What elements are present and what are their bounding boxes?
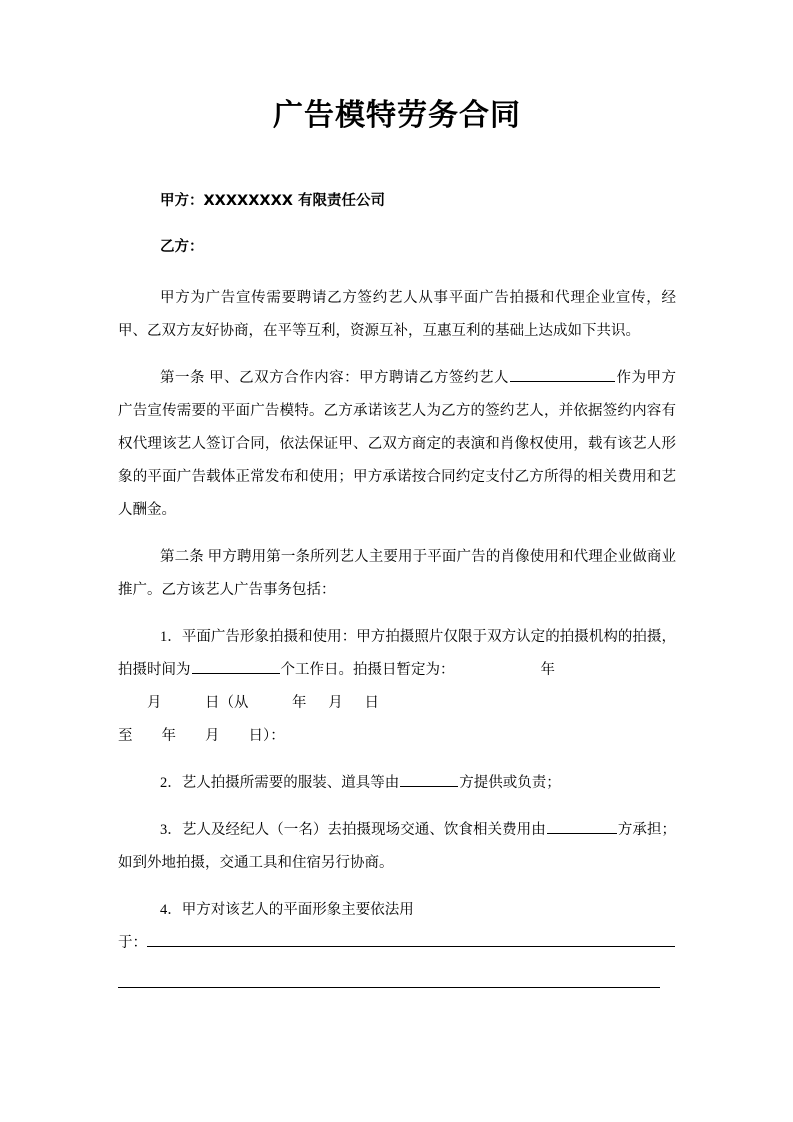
item-1-year-label: 年 (540, 662, 555, 678)
item-1-workdays-blank[interactable] (192, 658, 280, 674)
item-3-tail-text: 方承担；如到外地拍摄，交通工具和住宿另行协商。 (118, 822, 677, 871)
item-2-tail-text: 方提供或负责； (459, 775, 561, 791)
article-1-paragraph (118, 362, 676, 527)
article-1-lead-text: 第一条 甲、乙双方合作内容：甲方聘请乙方签约艺人 (160, 370, 510, 386)
article-2-paragraph: 第二条 甲方聘用第一条所列艺人主要用于平面广告的肖像使用和代理企业做商业推广。乙方该艺人广告事务包括： (118, 549, 676, 598)
item-1-paragraph (118, 621, 676, 687)
party-a-line: 甲方：XXXXXXXX 有限责任公司 (160, 193, 385, 209)
party-block (118, 190, 676, 258)
item-4-usage-blank-line-1[interactable] (147, 932, 675, 947)
preamble-paragraph: 甲方为广告宣传需要聘请乙方签约艺人从事平面广告拍摄和代理企业宣传，经甲、乙双方友好协商，在平等互利，资源互补，互惠互利的基础上达成如下共识。 (118, 290, 676, 339)
item-1-mid-text: 个工作日。拍摄日暂定为： (280, 662, 455, 678)
item-4-paragraph: 4．甲方对该艺人的平面形象主要依法用 (160, 902, 414, 918)
item-4-usage-label: 于： (118, 935, 147, 951)
item-1-date-line-1: 月 日（从 年 月 日 (118, 695, 379, 711)
item-1-lead-text: 1．平面广告形象拍摄和使用：甲方拍摄照片仅限于双方认定的拍摄机构的拍摄，拍摄时间为 (118, 629, 676, 678)
item-2-lead-text: 2．艺人拍摄所需要的服装、道具等由 (160, 775, 400, 791)
item-3-bearer-blank[interactable] (547, 818, 617, 834)
item-2-paragraph (118, 767, 676, 800)
item-4-usage-blank-line-2[interactable] (118, 987, 660, 988)
party-b-line: 乙方： (160, 239, 204, 255)
item-3-paragraph (118, 814, 676, 880)
item-1-date-line-2: 至 年 月 日）： (118, 728, 285, 744)
item-3-lead-text: 3．艺人及经纪人（一名）去拍摄现场交通、饮食相关费用由 (160, 822, 546, 838)
item-2-provider-blank[interactable] (400, 771, 458, 787)
page-title: 广告模特劳务合同 (273, 98, 521, 133)
item-4-usage-row (118, 927, 676, 960)
article-1-artist-blank[interactable] (510, 366, 615, 382)
article-1-tail-text: 作为甲方广告宣传需要的平面广告模特。乙方承诺该艺人为乙方的签约艺人，并依据签约内容有权代理该艺人签订合同，依法保证甲、乙双方商定的表演和肖像权使用，载有该艺人形象的平面广告载体正常发布和使用；甲方承诺按合同约定支付乙方所得的相关费用和艺人酬金。 (118, 370, 676, 518)
document-content (118, 0, 676, 988)
